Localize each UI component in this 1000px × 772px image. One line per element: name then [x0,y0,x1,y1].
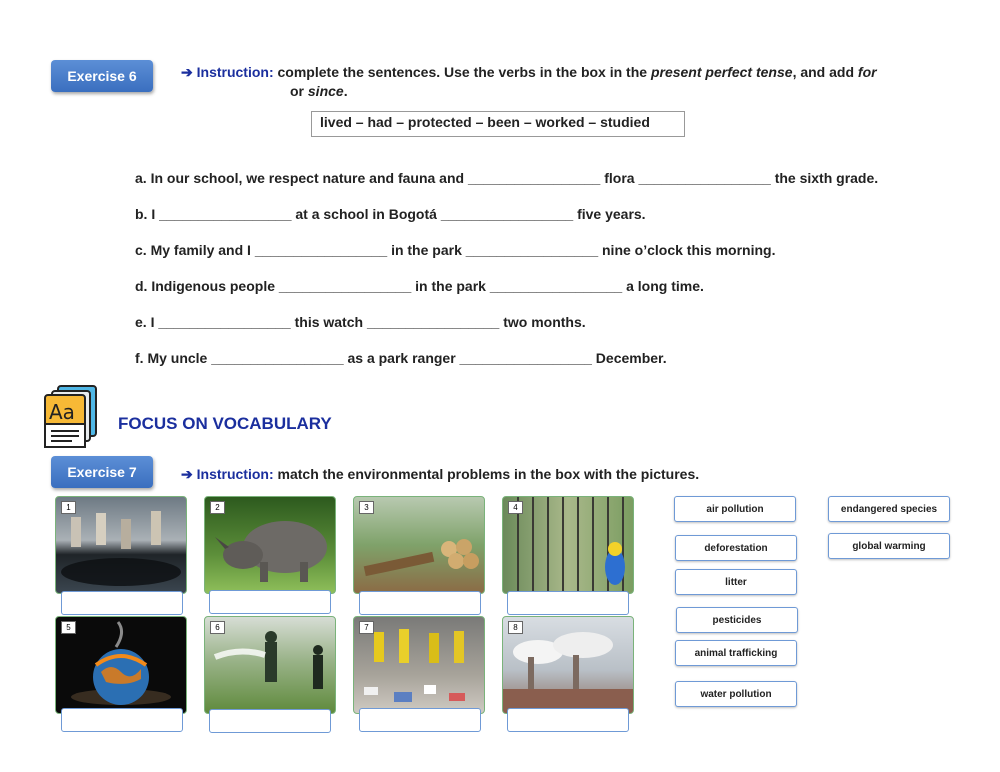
picture-5 [55,616,187,714]
instruction-text: . [343,83,348,99]
picture-number: 6 [210,621,225,634]
arrow-right-icon: ➔ [181,466,193,482]
option-water-pollution[interactable]: water pollution [675,681,797,707]
option-deforestation[interactable]: deforestation [675,535,797,561]
instruction-text: complete the sentences. Use the verbs in the box in the [273,64,651,80]
answer-box-2[interactable] [209,590,331,614]
answer-box-6[interactable] [209,709,331,733]
answer-box-4[interactable] [507,591,629,615]
answer-box-7[interactable] [359,708,481,732]
sentence-d[interactable]: d. Indigenous people _________________ in the park _________________ a long time. [135,278,704,294]
instruction-label: Instruction: [196,64,274,80]
instruction-text: , and add [792,64,858,80]
sentence-e[interactable]: e. I _________________ this watch _________________ two months. [135,314,586,330]
picture-6 [204,616,336,714]
option-global-warming[interactable]: global warming [828,533,950,559]
picture-number: 2 [210,501,225,514]
verb-word-box: lived – had – protected – been – worked – studied [311,111,685,137]
instruction-italic: for [857,64,877,80]
option-animal-trafficking[interactable]: animal trafficking [675,640,797,666]
picture-number: 1 [61,501,76,514]
instruction-text: or [290,83,308,99]
vocabulary-title: FOCUS ON VOCABULARY [118,414,332,433]
answer-box-3[interactable] [359,591,481,615]
picture-8 [502,616,634,714]
instruction-italic: present perfect tense [650,64,793,80]
answer-box-5[interactable] [61,708,183,732]
instruction-label: Instruction: [196,466,274,482]
sentence-f[interactable]: f. My uncle _________________ as a park ranger _________________ December. [135,350,667,366]
vocabulary-cards-icon [42,383,102,451]
option-litter[interactable]: litter [675,569,797,595]
picture-1 [55,496,187,594]
icon-letters: Aa [49,400,75,424]
picture-number: 8 [508,621,523,634]
exercise-7-instruction [181,465,699,484]
picture-number: 3 [359,501,374,514]
sentence-b[interactable]: b. I _________________ at a school in Bogotá _________________ five years. [135,206,646,222]
instruction-italic: since [307,83,344,99]
answer-box-8[interactable] [507,708,629,732]
picture-3 [353,496,485,594]
picture-2 [204,496,336,594]
picture-7 [353,616,485,714]
exercise-6-badge: Exercise 6 [51,60,153,92]
picture-number: 7 [359,621,374,634]
answer-box-1[interactable] [61,591,183,615]
option-air-pollution[interactable]: air pollution [674,496,796,522]
exercise-7-badge: Exercise 7 [51,456,153,488]
sentence-c[interactable]: c. My family and I _________________ in the park _________________ nine o’clock this morning. [135,242,776,258]
picture-number: 4 [508,501,523,514]
sentence-a[interactable]: a. In our school, we respect nature and fauna and _________________ flora _________________ the sixth grade. [135,170,879,186]
option-pesticides[interactable]: pesticides [676,607,798,633]
picture-4 [502,496,634,594]
exercise-6-instruction [181,63,961,101]
option-endangered-species[interactable]: endangered species [828,496,950,522]
picture-number: 5 [61,621,76,634]
instruction-text: match the environmental problems in the box with the pictures. [273,466,700,482]
arrow-right-icon: ➔ [181,64,193,80]
